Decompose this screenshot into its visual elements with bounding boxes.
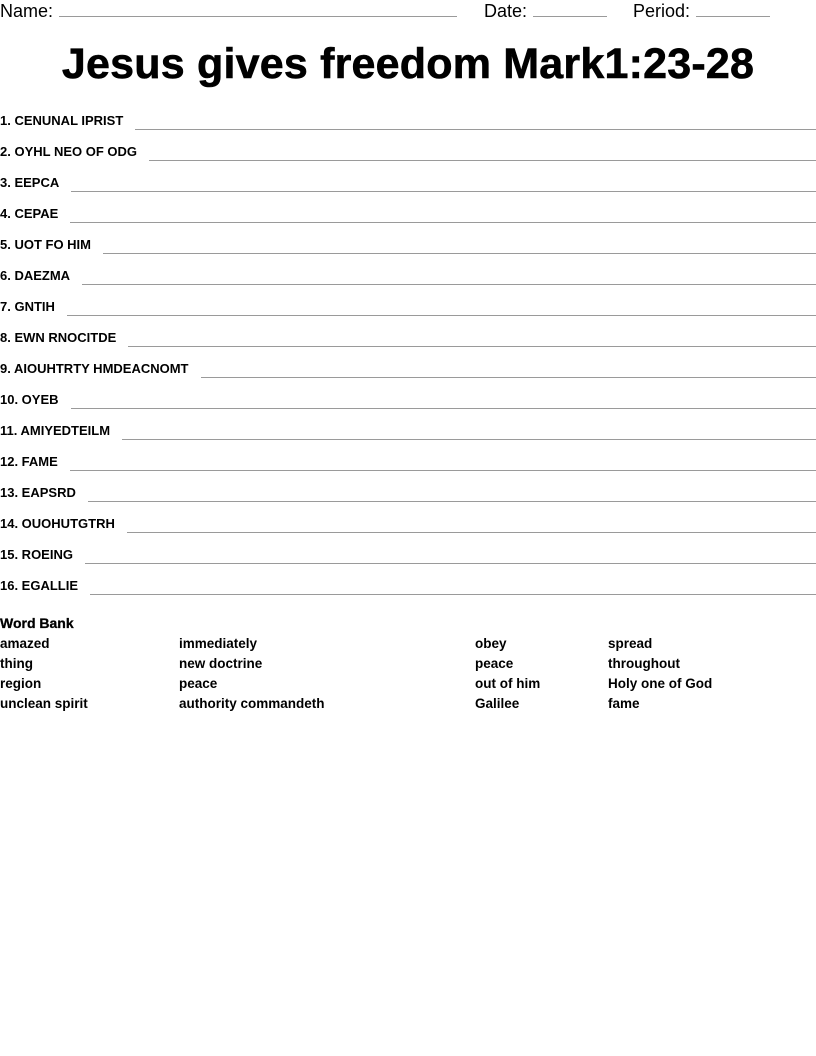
date-line[interactable] [533,0,607,17]
question-row [0,111,816,142]
answer-line[interactable] [122,421,816,440]
question-row [0,421,816,452]
question-row [0,359,816,390]
answer-line[interactable] [67,297,816,316]
answer-line[interactable] [201,359,816,378]
question-label: 15. ROEING [0,547,73,562]
question-row [0,235,816,266]
answer-line[interactable] [103,235,816,254]
answer-line[interactable] [90,576,816,595]
answer-line[interactable] [71,390,816,409]
question-label: 6. DAEZMA [0,268,71,283]
question-row [0,173,816,204]
word-bank-item: new doctrine [179,656,263,671]
question-label: 11. AMIYEDTEILM [0,423,111,438]
question-row [0,266,816,297]
word-bank-grid [0,634,816,714]
word-bank-column [608,634,712,714]
word-bank-item: authority commandeth [179,696,325,711]
question-row [0,328,816,359]
question-row [0,545,816,576]
answer-line[interactable] [135,111,816,130]
question-row [0,483,816,514]
answer-line[interactable] [71,173,816,192]
question-row [0,390,816,421]
question-label: 5. UOT FO HIM [0,237,91,252]
name-line[interactable] [59,0,457,17]
word-bank-item: obey [475,636,507,651]
word-bank-title: Word Bank [0,615,74,631]
word-bank-item: immediately [179,636,258,651]
word-bank-item: spread [608,636,653,651]
question-label: 13. EAPSRD [0,485,76,500]
question-row [0,576,816,607]
answer-line[interactable] [128,328,816,347]
question-row [0,204,816,235]
question-label: 2. OYHL NEO OF ODG [0,144,138,159]
question-label: 9. AIOUHTRTY HMDEACNOMT [0,361,189,376]
question-label: 10. OYEB [0,392,59,407]
question-list [0,111,816,607]
question-label: 1. CENUNAL IPRIST [0,113,124,128]
worksheet-header [0,0,816,22]
period-field[interactable] [633,0,770,22]
answer-line[interactable] [70,204,816,223]
word-bank-item: region [0,676,42,691]
question-label: 14. OUOHUTGTRH [0,516,115,531]
period-label: Period: [633,1,691,21]
word-bank [0,614,816,714]
word-bank-column [475,634,540,714]
question-label: 3. EEPCA [0,175,60,190]
answer-line[interactable] [85,545,816,564]
word-bank-item: Holy one of God [608,676,713,691]
question-label: 12. FAME [0,454,58,469]
question-row [0,514,816,545]
answer-line[interactable] [88,483,816,502]
word-bank-item: amazed [0,636,50,651]
question-label: 4. CEPAE [0,206,59,221]
word-bank-item: thing [0,656,33,671]
word-bank-column [179,634,325,714]
name-field[interactable] [0,0,457,22]
word-bank-item: out of him [475,676,541,691]
word-bank-item: Galilee [475,696,520,711]
question-label: 8. EWN RNOCITDE [0,330,117,345]
question-label: 16. EGALLIE [0,578,79,593]
question-row [0,142,816,173]
word-bank-item: peace [475,656,514,671]
question-label: 7. GNTIH [0,299,55,314]
answer-line[interactable] [82,266,816,285]
answer-line[interactable] [149,142,816,161]
name-label: Name: [0,1,54,21]
word-bank-column [0,634,88,714]
word-bank-item: unclean spirit [0,696,88,711]
date-label: Date: [484,1,528,21]
word-bank-item: fame [608,696,640,711]
page-title: Jesus gives freedom Mark1:23-28 [61,40,755,88]
answer-line[interactable] [127,514,816,533]
period-line[interactable] [696,0,770,17]
answer-line[interactable] [70,452,816,471]
date-field[interactable] [484,0,607,22]
word-bank-item: peace [179,676,218,691]
question-row [0,297,816,328]
word-bank-item: throughout [608,656,680,671]
question-row [0,452,816,483]
